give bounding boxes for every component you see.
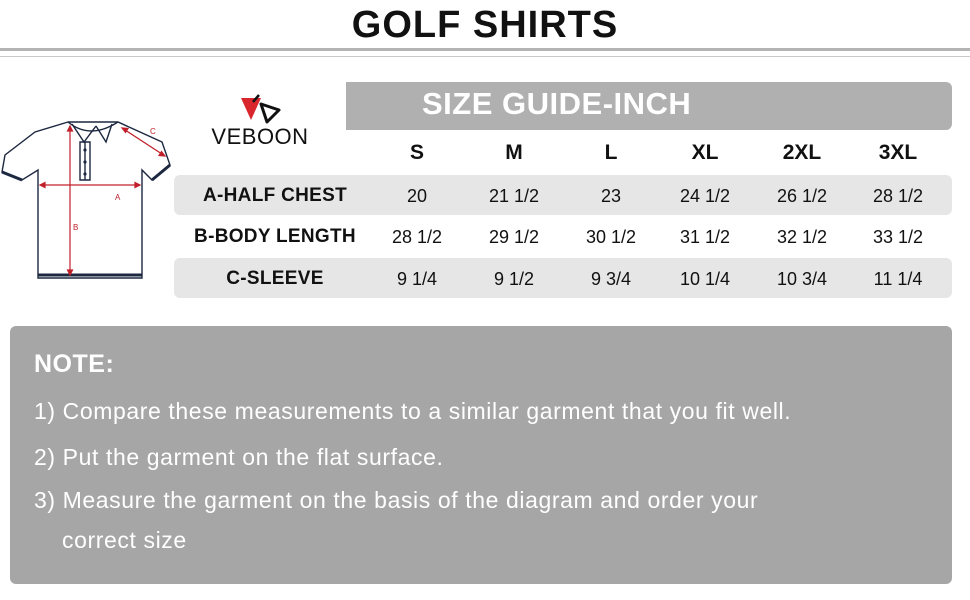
- table-cell: 10 1/4: [679, 269, 731, 289]
- label-b: B: [73, 223, 79, 232]
- veboon-logo-icon: [235, 92, 285, 126]
- table-cell: 20: [406, 186, 428, 206]
- note-title: NOTE:: [34, 350, 115, 378]
- table-cell: 31 1/2: [679, 227, 731, 247]
- size-guide-heading: SIZE GUIDE-INCH: [422, 86, 692, 121]
- table-cell: 24 1/2: [679, 186, 731, 206]
- table-cell: 32 1/2: [776, 227, 828, 247]
- page-title: GOLF SHIRTS: [351, 4, 619, 46]
- row-label: A-HALF CHEST: [203, 185, 347, 206]
- title-divider-thin: [0, 56, 970, 57]
- table-cell: 33 1/2: [872, 227, 924, 247]
- size-header: S: [409, 141, 424, 164]
- size-header: 3XL: [878, 141, 918, 164]
- table-cell: 9 1/4: [396, 269, 438, 289]
- note-panel: [10, 326, 952, 584]
- label-c: C: [150, 127, 156, 136]
- table-cell: 28 1/2: [391, 227, 443, 247]
- table-cell: 9 1/2: [493, 269, 535, 289]
- note-line: 3) Measure the garment on the basis of the diagram and order your: [34, 487, 759, 513]
- table-cell: 30 1/2: [585, 227, 637, 247]
- size-header: L: [604, 141, 618, 164]
- table-cell: 23: [600, 186, 622, 206]
- row-label: C-SLEEVE: [226, 268, 324, 289]
- table-cell: 10 3/4: [776, 269, 828, 289]
- table-row: [174, 175, 952, 215]
- table-row: [174, 258, 952, 298]
- table-cell: 28 1/2: [872, 186, 924, 206]
- brand-name: VEBOON: [211, 124, 309, 149]
- note-line: correct size: [62, 527, 187, 553]
- table-cell: 11 1/4: [873, 269, 923, 289]
- size-header-row: [0, 141, 970, 169]
- title-divider: [0, 48, 970, 51]
- size-header: 2XL: [782, 141, 822, 164]
- shirt-measurement-diagram: [0, 110, 175, 285]
- row-label: B-BODY LENGTH: [194, 226, 356, 247]
- table-cell: 21 1/2: [488, 186, 540, 206]
- label-a: A: [115, 193, 121, 202]
- size-guide-banner: [346, 82, 952, 130]
- table-cell: 29 1/2: [488, 227, 540, 247]
- table-row: [174, 216, 952, 256]
- size-header: M: [505, 141, 523, 164]
- table-cell: 26 1/2: [776, 186, 828, 206]
- note-line: 2) Put the garment on the flat surface.: [34, 444, 444, 470]
- size-header: XL: [691, 141, 719, 164]
- table-cell: 9 3/4: [590, 269, 632, 289]
- note-line: 1) Compare these measurements to a similar garment that you fit well.: [34, 398, 792, 424]
